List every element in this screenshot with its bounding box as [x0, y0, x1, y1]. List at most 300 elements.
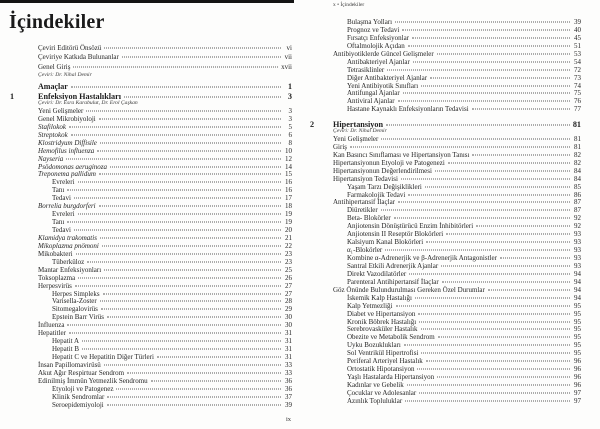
dot-leader [74, 198, 281, 199]
dot-leader [87, 261, 281, 262]
entry-page-number: 74 [574, 81, 581, 90]
dot-leader [408, 194, 570, 195]
toc-entry-row [38, 275, 292, 283]
dot-leader [151, 380, 281, 381]
dot-leader [101, 309, 281, 310]
entry-page-number: 72 [574, 65, 581, 74]
dot-leader [102, 245, 281, 246]
entry-label: Fırsatçı Enfeksiyonlar [347, 33, 410, 42]
dot-leader [421, 85, 570, 86]
toc-entry-row [333, 106, 581, 114]
toc-list-right [310, 18, 581, 406]
toc-entry-row [38, 243, 292, 251]
dot-leader [398, 202, 570, 203]
entry-page-number: 51 [574, 41, 581, 50]
entry-page-number: 16 [285, 186, 292, 195]
entry-label: Herpes Simpleks [52, 289, 100, 298]
dot-leader [430, 77, 570, 78]
entry-page-number: 93 [574, 230, 581, 239]
entry-page-number: 76 [574, 97, 581, 106]
entry-page-number: 93 [574, 246, 581, 255]
entry-page-number: 1 [288, 81, 292, 91]
dot-leader [413, 61, 570, 62]
dot-leader [381, 138, 570, 139]
entry-label: Stafilokok [38, 122, 66, 131]
dot-leader [69, 126, 281, 127]
entry-page-number: 29 [285, 305, 292, 314]
entry-page-number: 82 [574, 150, 581, 159]
dot-leader [448, 162, 570, 163]
dot-leader [435, 170, 570, 171]
entry-label: Diüretikler [347, 206, 378, 215]
entry-page-number: 17 [285, 194, 292, 203]
entry-page-number: 94 [574, 269, 581, 278]
entry-label: Periferal Arteriyel Hastalık [347, 357, 423, 366]
dot-leader [441, 265, 570, 266]
dot-leader [107, 404, 281, 405]
dot-leader [472, 109, 570, 110]
toc-entry-row [38, 148, 292, 156]
entry-label: Hipertansiyon Tedavisi [333, 174, 398, 183]
entry-label: Antihipertansif İlaçlar [333, 198, 396, 207]
dot-leader [67, 325, 281, 326]
entry-label: Genel Mikrobiyoloji [38, 114, 96, 123]
entry-label: Tanı [52, 186, 65, 195]
entry-page-number: 95 [574, 349, 581, 358]
entry-label: İnfluenza [38, 321, 65, 330]
chapter-number: 2 [310, 119, 315, 129]
dot-leader [402, 29, 570, 30]
entry-label: İnsan Papillomavirüsü [38, 360, 101, 369]
entry-page-number: 93 [574, 254, 581, 262]
dot-leader [127, 372, 281, 373]
entry-page-number: 94 [574, 293, 581, 302]
entry-page-number: 75 [574, 89, 581, 98]
dot-leader [124, 96, 281, 97]
chapter-number: 1 [10, 91, 15, 101]
entry-label: Tedavi [52, 194, 71, 203]
toc-entry-row [38, 187, 292, 195]
entry-page-number: 93 [574, 261, 581, 270]
dot-leader [104, 269, 281, 270]
entry-page-number: 31 [285, 345, 292, 354]
entry-page-number: 54 [574, 57, 581, 66]
dot-leader [97, 150, 281, 151]
dot-leader [103, 293, 281, 294]
entry-label: Amaçlar [38, 81, 68, 91]
entry-label: Anjiotensin II Reseptör Blokörleri [347, 230, 444, 239]
dot-leader [418, 313, 570, 314]
dot-leader [99, 118, 281, 119]
entry-page-number: 84 [574, 174, 581, 183]
entry-label: Sol Ventrikül Hipertrofisi [347, 349, 419, 358]
page-title: İçindekiler [9, 11, 105, 33]
entry-page-number: 37 [285, 392, 292, 401]
dot-leader [409, 273, 570, 274]
dot-leader [104, 364, 281, 365]
entry-label: Kalsiyum Kanal Blokörleri [347, 238, 424, 247]
entry-page-number: 25 [285, 265, 292, 274]
dot-leader [104, 48, 281, 49]
toc-entry-row [38, 116, 292, 124]
entry-page-number: 3 [287, 91, 292, 101]
dot-leader [157, 357, 281, 358]
dot-leader [71, 86, 281, 87]
dot-leader [415, 297, 570, 298]
entry-page-number: 82 [574, 158, 581, 167]
entry-page-number: 31 [285, 329, 292, 338]
entry-page-number: 5 [288, 122, 292, 131]
dot-leader [405, 400, 570, 401]
entry-page-number: 94 [574, 285, 581, 294]
dot-leader [82, 341, 281, 342]
dot-leader [73, 66, 278, 67]
entry-label: Hepatit C ve Hepatitin Diğer Türleri [52, 353, 154, 362]
entry-label: Hepatit B [52, 345, 80, 354]
entry-label: Yeni Antibiyotik Sınıfları [347, 81, 419, 90]
entry-page-number: 73 [574, 73, 581, 82]
entry-label: Prognoz ve Tedavi [347, 25, 400, 34]
dot-leader [107, 317, 281, 318]
dot-leader [417, 369, 570, 370]
entry-page-number: 95 [574, 301, 581, 310]
dot-leader [116, 388, 281, 389]
entry-label: Çeviri: Dr. Esra Karabulut, Dr. Erol Çaşkan [38, 100, 138, 107]
page-number-left: ix [285, 416, 291, 423]
dot-leader [386, 124, 570, 125]
entry-page-number: 8 [288, 138, 292, 147]
entry-label: α₁-Blokörler [347, 246, 383, 255]
entry-label: Kan Basıncı Sınıflaması ve Hipertansiyon Tanısı [333, 150, 470, 159]
entry-page-number: 97 [574, 388, 581, 397]
entry-label: Evreleri [52, 178, 75, 187]
entry-label: Çeviri: Dr. Nihal Demir [38, 72, 92, 79]
dot-leader [419, 392, 570, 393]
dot-leader [110, 166, 281, 167]
entry-label: Kalp Yetmezliği [347, 301, 393, 310]
entry-label: Herpesvirüs [38, 281, 72, 290]
entry-label: Mantar Enfeksiyonları [38, 265, 102, 274]
entry-label: Klamidya trakomatis [38, 233, 97, 242]
entry-label: Epstein Barr Virüs [52, 313, 104, 322]
entry-page-number: 14 [285, 162, 292, 171]
dot-leader [403, 93, 570, 94]
entry-page-number: 96 [574, 381, 581, 389]
entry-label: Oftalmolojik Açıdan [347, 41, 405, 50]
toc-entry-row [38, 63, 292, 72]
entry-page-number: 21 [285, 233, 292, 242]
entry-label: Varisella-Zoster [52, 297, 97, 306]
entry-page-number: 27 [285, 281, 292, 290]
entry-label: Borrelia burgdorferi [38, 202, 96, 211]
entry-page-number: 97 [574, 396, 581, 405]
dot-leader [78, 277, 281, 278]
dot-leader [437, 377, 570, 378]
entry-label: Antiviral Ajanlar [347, 97, 395, 106]
entry-label: Kronik Böbrek Hastalığı [347, 317, 417, 326]
entry-label: Streptokok [38, 130, 68, 139]
dot-leader [78, 182, 281, 183]
entry-label: Evreleri [52, 210, 75, 219]
entry-label: Toksoplazma [38, 273, 76, 282]
toc-entry-row [38, 211, 292, 219]
dot-leader [395, 22, 570, 23]
entry-label: Kadınlar ve Gebelik [347, 381, 404, 389]
entry-page-number: 3 [288, 106, 292, 115]
entry-label: Hemofilus influenza [38, 146, 95, 155]
entry-page-number: 81 [574, 134, 581, 143]
entry-page-number: 23 [285, 257, 292, 266]
entry-page-number: 81 [574, 142, 581, 151]
toc-entry-row [333, 136, 581, 144]
entry-label: Edinilmiş İmmün Yetmezlik Sendromu [38, 376, 148, 385]
dot-leader [408, 45, 570, 46]
entry-page-number: xvii [281, 62, 292, 71]
dot-leader [99, 206, 281, 207]
entry-label: Sitomegalovirüs [52, 305, 98, 314]
toc-entry-row [38, 267, 292, 275]
entry-page-number: 45 [574, 33, 581, 42]
dot-leader [350, 146, 570, 147]
toc-entry-row [38, 322, 292, 330]
dot-leader [66, 158, 281, 159]
entry-label: Diğer Antibakteriyel Ajanlar [347, 73, 428, 82]
entry-page-number: 18 [285, 202, 292, 211]
dot-leader [488, 289, 570, 290]
dot-leader [381, 210, 570, 211]
page-right [300, 0, 600, 429]
entry-page-number: 31 [285, 337, 292, 346]
dot-leader [86, 110, 281, 111]
entry-label: Giriş [333, 142, 347, 151]
dot-leader [107, 396, 281, 397]
dot-leader [100, 142, 281, 143]
dot-leader [446, 234, 570, 235]
dot-leader [407, 385, 570, 386]
entry-page-number: 93 [574, 238, 581, 247]
entry-label: Hastane Kaynaklı Enfeksiyonların Tedavisi [347, 105, 469, 114]
toc-chapter-row [310, 119, 581, 129]
dot-leader [426, 242, 570, 243]
dot-leader [500, 258, 570, 259]
entry-label: Göz Önünde Bulundurulması Gereken Özel Durumlar [333, 285, 485, 294]
entry-label: Çeviriye Katkıda Bulunanlar [38, 53, 119, 62]
entry-page-number: 39 [285, 400, 292, 409]
dot-leader [421, 353, 570, 354]
entry-label: Antibakteriyel Ajanlar [347, 57, 410, 66]
dot-leader [82, 349, 281, 350]
entry-label: İskemik Kalp Hastalığı [347, 293, 412, 302]
entry-label: Treponema pallidum [38, 170, 96, 179]
dot-leader [385, 250, 570, 251]
entry-page-number: 30 [285, 313, 292, 322]
entry-label: Çeviri Editörü Önsözü [38, 44, 102, 52]
toc-entry-row [38, 219, 292, 227]
entry-label: Genel Giriş [38, 62, 71, 71]
entry-page-number: 10 [285, 146, 292, 155]
entry-label: Yaşam Tarzı Değişiklikleri [347, 182, 422, 191]
entry-page-number: vi [286, 44, 292, 52]
entry-label: Santral Etkili Adrenerjik Ajanlar [347, 261, 439, 270]
entry-label: Anjiotensin Dönüştürücü Enzim İnhibitörleri [347, 222, 474, 231]
dot-leader [442, 281, 570, 282]
toc-entry-row [38, 179, 292, 187]
dot-leader [99, 174, 281, 175]
entry-page-number: 39 [574, 18, 581, 26]
dot-leader [412, 37, 570, 38]
entry-page-number: vii [284, 53, 292, 62]
entry-page-number: 96 [574, 357, 581, 366]
dot-leader [472, 154, 570, 155]
entry-label: Hipertansiyon [333, 119, 384, 129]
entry-label: Mikobakteri [38, 249, 73, 258]
toc-entry-row [38, 314, 292, 322]
entry-page-number: 40 [574, 25, 581, 34]
toc-entry-row [38, 171, 292, 179]
entry-label: Yeni Gelişmeler [38, 106, 84, 115]
dot-leader [78, 214, 281, 215]
dot-leader [100, 237, 281, 238]
scan-edge-bar [0, 0, 294, 3]
entry-page-number: 87 [574, 198, 581, 207]
entry-page-number: 95 [574, 309, 581, 318]
entry-label: Seroepidemiyoloji [52, 400, 104, 409]
entry-label: Obezite ve Metabolik Sendrom [347, 333, 435, 342]
entry-label: Hepatit A [52, 337, 80, 346]
toc-list-left [10, 44, 292, 410]
entry-page-number: 53 [574, 49, 581, 58]
entry-page-number: 94 [574, 277, 581, 286]
dot-leader [394, 218, 570, 219]
dot-leader [419, 321, 570, 322]
entry-page-number: 84 [574, 166, 581, 175]
entry-page-number: 77 [574, 105, 581, 114]
entry-label: Farmakolojik Tedavi [347, 190, 406, 199]
running-header: x • İçindekiler [333, 2, 365, 8]
dot-leader [398, 101, 570, 102]
entry-label: Direkt Vazodilatörler [347, 269, 407, 278]
entry-label: Etyoloji ve Patogenez [52, 384, 114, 393]
entry-page-number: 85 [574, 182, 581, 191]
entry-page-number: 86 [574, 190, 581, 199]
entry-label: Bulaşma Yolları [347, 18, 393, 26]
entry-page-number: 23 [285, 249, 292, 258]
entry-page-number: 26 [285, 273, 292, 282]
entry-page-number: 96 [574, 373, 581, 382]
dot-leader [401, 178, 570, 179]
dot-leader [67, 190, 281, 191]
dot-leader [71, 134, 281, 135]
entry-label: Parenteral Antihipertansif İlaçlar [347, 277, 439, 286]
entry-label: Ortostatik Hipotansiyon [347, 365, 415, 374]
translator-note-row [38, 72, 292, 80]
entry-label: Enfeksiyon Hastalıkları [38, 91, 122, 101]
entry-page-number: 19 [285, 210, 292, 219]
entry-page-number: 3 [288, 114, 292, 123]
entry-label: Diabet ve Hipertansiyon [347, 309, 416, 318]
entry-page-number: 16 [285, 178, 292, 187]
dot-leader [404, 345, 570, 346]
entry-page-number: 27 [285, 289, 292, 298]
entry-label: Çeviri: Dr. Nihal Demir [333, 128, 387, 135]
entry-page-number: 33 [285, 360, 292, 369]
dot-leader [100, 301, 281, 302]
entry-label: Tetrasiklinler [347, 65, 385, 74]
entry-page-number: 95 [574, 317, 581, 326]
entry-label: Beta- Blokörler [347, 214, 391, 223]
entry-label: Akut Ağır Respirtuar Sendrom [38, 368, 125, 377]
entry-page-number: 6 [288, 130, 292, 139]
entry-label: Psödomonas aeruginoza [38, 162, 108, 171]
dot-leader [76, 253, 281, 254]
entry-label: Kombine α-Adrenerjik ve β-Adrenerjik Antagonistler [347, 254, 497, 262]
dot-leader [437, 53, 570, 54]
entry-label: Antibiyotiklerde Güncel Gelişmeler [333, 49, 434, 58]
entry-label: Hipertansiyonun Etyoloji ve Patogenezi [333, 158, 445, 167]
entry-page-number: 33 [285, 368, 292, 377]
dot-leader [476, 226, 570, 227]
entry-label: Klostridyum Diffisile [38, 138, 97, 147]
entry-page-number: 36 [285, 376, 292, 385]
toc-chapter-row [10, 91, 292, 101]
entry-page-number: 95 [574, 325, 581, 334]
dot-leader [75, 285, 281, 286]
entry-page-number: 92 [574, 214, 581, 223]
entry-label: Mikoplazma pnömoni [38, 241, 99, 250]
entry-label: Nayseria [38, 154, 64, 163]
toc-entry-row [38, 80, 292, 91]
dot-leader [396, 305, 571, 306]
dot-leader [67, 222, 281, 223]
dot-leader [438, 337, 570, 338]
entry-label: Serebrovasküler Hastalık [347, 325, 418, 334]
entry-label: Antifungal Ajanlar [347, 89, 400, 98]
entry-label: Çocuklar ve Adolesanlar [347, 388, 417, 397]
dot-leader [425, 186, 570, 187]
dot-leader [421, 329, 570, 330]
entry-page-number: 28 [285, 297, 292, 306]
entry-page-number: 20 [285, 226, 292, 235]
dot-leader [74, 230, 281, 231]
entry-page-number: 87 [574, 206, 581, 215]
toc-entry-row [38, 53, 292, 62]
entry-label: Tanı [52, 218, 65, 227]
dot-leader [122, 57, 281, 58]
toc-entry-row [38, 402, 292, 410]
entry-label: Uyku Bozuklukları [347, 341, 401, 350]
toc-entry-row [333, 398, 581, 406]
entry-page-number: 31 [285, 353, 292, 362]
entry-label: Azınlık Topluluklar [347, 396, 403, 405]
toc-entry-row [38, 203, 292, 211]
entry-page-number: 19 [285, 218, 292, 227]
entry-page-number: 96 [574, 365, 581, 374]
entry-page-number: 81 [572, 119, 581, 129]
toc-entry-row [38, 124, 292, 132]
entry-page-number: 36 [285, 384, 292, 393]
entry-label: Tedavi [52, 226, 71, 235]
toc-entry-row [38, 44, 292, 53]
entry-page-number: 22 [285, 241, 292, 250]
entry-page-number: 92 [574, 222, 581, 231]
dot-leader [69, 333, 281, 334]
dot-leader [387, 69, 570, 70]
entry-label: Klinik Sendromlar [52, 392, 105, 401]
dot-leader [426, 361, 570, 362]
entry-page-number: 12 [285, 154, 292, 163]
entry-label: Hepatitler [38, 329, 66, 338]
entry-page-number: 30 [285, 321, 292, 330]
